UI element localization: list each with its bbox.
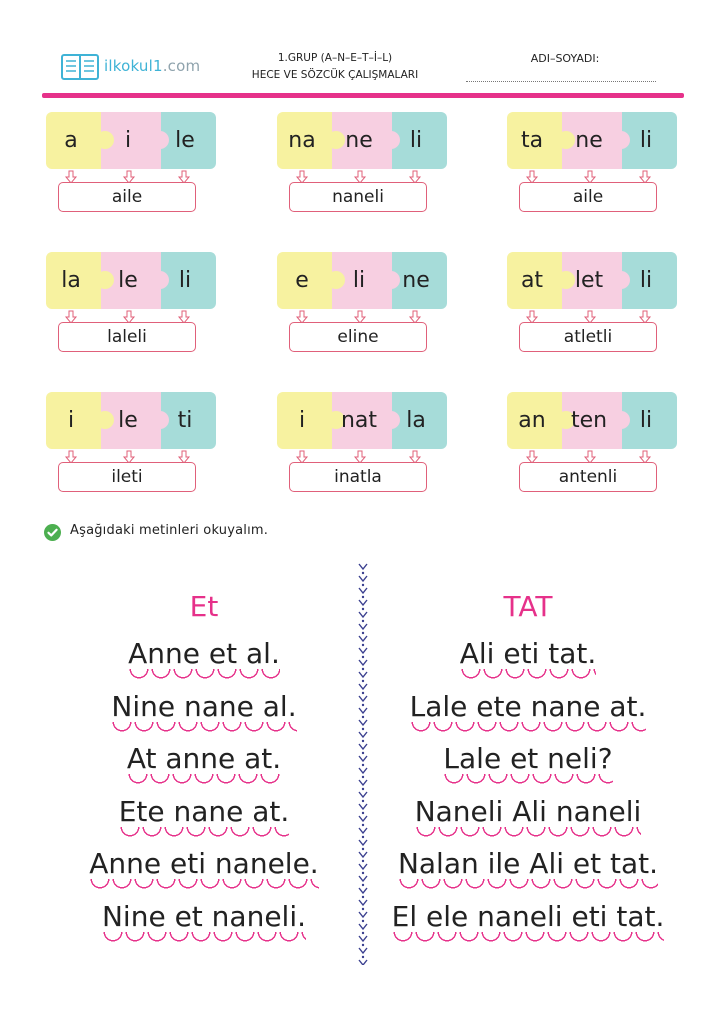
syllable: li [178,268,192,293]
title-line-1: 1.GRUP (A–N–E–T–İ–L) [277,52,393,64]
word-box[interactable]: aile [519,182,657,212]
syllable: i [67,408,75,433]
word-box[interactable]: atletli [519,322,657,352]
syllable: la [61,268,81,293]
story-line [368,839,688,892]
page-title [215,50,455,84]
story-line [368,734,688,787]
word-box[interactable]: laleli [58,322,196,352]
story-title: Et [189,590,219,623]
syllable-exercise [277,392,447,492]
syllable-exercise [46,112,216,212]
syllable: at [520,268,544,293]
story-line [368,892,688,945]
syllable: le [175,128,195,153]
story-line [44,629,364,682]
syllable: nat [340,408,378,433]
name-field[interactable] [466,81,656,82]
syllable: e [295,268,309,293]
syllable: le [118,268,138,293]
syllable: li [352,268,366,293]
puzzle-pieces [277,392,447,449]
story-line-text: At anne at. [127,742,281,788]
story-line [44,682,364,735]
syllable: li [639,128,653,153]
header-divider [42,93,684,98]
syllable: ten [570,408,608,433]
puzzle-pieces [507,252,677,309]
story-line-text: Anne eti nanele. [89,847,318,893]
word-box[interactable]: inatla [289,462,427,492]
syllable: let [574,268,604,293]
puzzle-pieces [277,252,447,309]
syllable-exercise [507,112,677,212]
syllable: a [64,128,78,153]
word-box[interactable]: eline [289,322,427,352]
book-icon [60,52,100,82]
syllable: la [406,408,426,433]
story-line [44,734,364,787]
site-logo [60,52,210,82]
puzzle-pieces [507,392,677,449]
check-icon [44,524,61,541]
story-line-text: Ete nane at. [119,795,290,841]
puzzle-pieces [46,112,216,169]
story-line-text: Naneli Ali naneli [415,795,642,841]
syllable: an [518,408,546,433]
syllable: li [409,128,423,153]
syllable-exercise [507,392,677,492]
word-box[interactable]: ileti [58,462,196,492]
story-line [44,787,364,840]
syllable: ne [345,128,373,153]
puzzle-pieces [507,112,677,169]
story-line [368,787,688,840]
word-box[interactable]: antenli [519,462,657,492]
puzzle-pieces [46,392,216,449]
story-line-text: Anne et al. [128,637,280,683]
syllable-exercise [277,112,447,212]
syllable: le [118,408,138,433]
story-line [44,839,364,892]
puzzle-pieces [277,112,447,169]
word-box[interactable]: aile [58,182,196,212]
story-line-text: Ali eti tat. [460,637,597,683]
story-line [368,682,688,735]
name-label: ADI–SOYADI: [530,52,600,65]
title-line-2: HECE VE SÖZCÜK ÇALIŞMALARI [251,69,419,81]
puzzle-pieces [46,252,216,309]
syllable: na [288,128,316,153]
syllable-exercise [507,252,677,352]
syllable: i [298,408,306,433]
story-line-text: Nine nane al. [111,690,296,736]
decorative-divider [358,560,368,965]
word-box[interactable]: naneli [289,182,427,212]
instruction-text: Aşağıdaki metinleri okuyalım. [70,523,269,538]
story-line-text: Nine et naneli. [102,900,306,946]
story-line [368,629,688,682]
story-right [368,585,688,944]
syllable: li [639,268,653,293]
story-line-text: Lale et neli? [443,742,612,788]
story-line [44,892,364,945]
syllable-exercise [277,252,447,352]
syllable: ti [177,408,193,433]
syllable: ne [575,128,603,153]
story-title: TAT [503,590,553,623]
syllable: i [124,128,132,153]
story-line-text: El ele naneli eti tat. [392,900,665,946]
syllable-exercise [46,252,216,352]
logo-text: ilkokul1.com [104,57,201,75]
story-left [44,585,364,944]
syllable: li [639,408,653,433]
syllable-exercise [46,392,216,492]
syllable: ta [520,128,544,153]
story-line-text: Nalan ile Ali et tat. [398,847,658,893]
syllable: ne [402,268,430,293]
story-line-text: Lale ete nane at. [410,690,647,736]
